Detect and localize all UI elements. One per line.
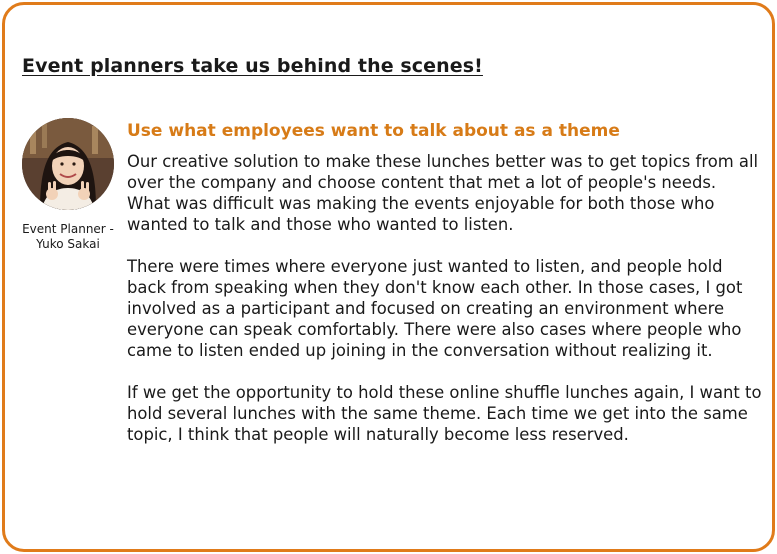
avatar	[22, 118, 114, 210]
article-body	[127, 121, 762, 466]
profile-block	[14, 118, 122, 252]
avatar-photo	[22, 118, 114, 210]
paragraph: If we get the opportunity to hold these online shuffle lunches again, I want to hold several lunches with the same theme. Each time we get into the same topic, I think that people will naturally become less reserved.	[127, 383, 762, 444]
paragraph: There were times where everyone just wanted to listen, and people hold back from speaking when they don't know each other. In those cases, I got involved as a participant and focused on creating an environment where everyone can speak comfortably. There were also cases where people who came to listen ended up joining in the conversation without realizing it.	[127, 257, 743, 360]
paragraph: Our creative solution to make these lunches better was to get topics from all over the company and choose content that met a lot of people's needs. What was difficult was making the events enjoyable for both those who wanted to talk and those who wanted to listen.	[127, 152, 759, 234]
page-title: Event planners take us behind the scenes!	[22, 55, 483, 77]
profile-caption: Event Planner - Yuko Sakai	[22, 222, 114, 251]
section-subheading: Use what employees want to talk about as a theme	[127, 121, 620, 141]
